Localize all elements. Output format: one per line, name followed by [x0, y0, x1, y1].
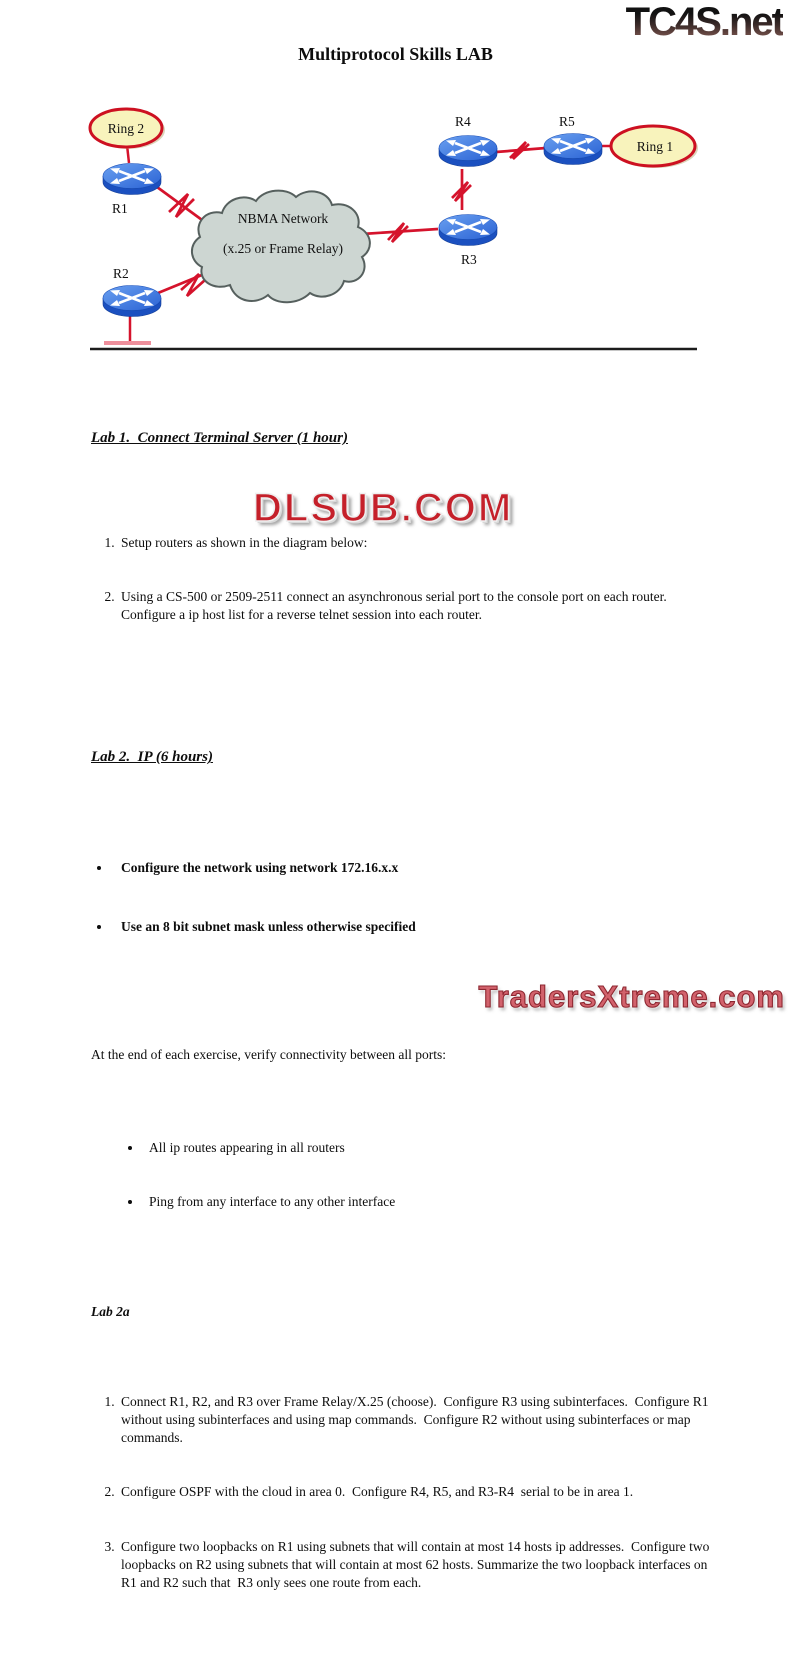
lab2a-heading: Lab 2a [91, 1303, 130, 1319]
list-item: 1. Setup routers as shown in the diagram below: [118, 534, 711, 552]
lab2-heading: Lab 2. IP (6 hours) [91, 749, 213, 766]
router-r3-icon [439, 215, 497, 246]
list-item: • Use an 8 bit subnet mask unless otherwise specified [112, 918, 711, 936]
dlsub-watermark: DLSUB.COM [253, 486, 514, 530]
label-ring1: Ring 1 [636, 139, 674, 154]
lab2-bullet-list [91, 823, 711, 978]
router-r5-icon [544, 134, 602, 165]
list-item: 3. Configure two loopbacks on R1 using subnets that will contain at most 14 hosts ip addresses. Configure two loopbacks on R2 using subnets that will contain at most 62 hosts. Summarize the two loopback interfaces on R1 and R2 such that R3 only sees one route from each. [118, 1538, 711, 1592]
tradersxtreme-watermark: TradersXtreme.com [478, 979, 785, 1014]
lab2a-list [91, 1357, 711, 1628]
router-r1-icon [103, 164, 161, 195]
list-item: • Ping from any interface to any other interface [143, 1193, 711, 1211]
ring2-node [90, 109, 165, 149]
lab1-heading: Lab 1. Connect Terminal Server (1 hour) [91, 430, 348, 447]
cloud-label-line1: NBMA Network [237, 211, 329, 226]
verify-bullet-list [91, 1103, 711, 1248]
document-body [91, 392, 711, 1664]
page-title: Multiprotocol Skills LAB [298, 44, 493, 64]
label-r5: R5 [559, 114, 575, 129]
ring1-node [611, 126, 698, 168]
verify-intro: At the end of each exercise, verify connectivity between all ports: [91, 1047, 446, 1063]
tc4s-watermark: TC4S.net [625, 0, 783, 44]
cloud-label-line2: (x.25 or Frame Relay) [223, 241, 343, 256]
label-r2: R2 [113, 266, 129, 281]
label-ring2: Ring 2 [107, 121, 145, 136]
list-item: 2. Configure OSPF with the cloud in area 0. Configure R4, R5, and R3-R4 serial to be in area 1. [118, 1483, 711, 1501]
label-r4: R4 [455, 114, 471, 129]
list-item: 1. Connect R1, R2, and R3 over Frame Relay/X.25 (choose). Configure R3 using subinterfaces. Configure R1 without using subinterfaces and using map commands. Configure R2 without using subinterfaces or map commands. [118, 1393, 711, 1447]
list-item: • Configure the network using network 172.16.x.x [112, 859, 711, 877]
router-r4-icon [439, 136, 497, 167]
network-diagram [0, 95, 791, 357]
router-r2-icon [103, 286, 161, 317]
list-item: • All ip routes appearing in all routers [143, 1139, 711, 1157]
label-r1: R1 [112, 201, 128, 216]
label-r3: R3 [461, 252, 477, 267]
list-item: 2. Using a CS-500 or 2509-2511 connect an asynchronous serial port to the console port on each router. Configure a ip host list for a reverse telnet session into each router. [118, 588, 711, 624]
